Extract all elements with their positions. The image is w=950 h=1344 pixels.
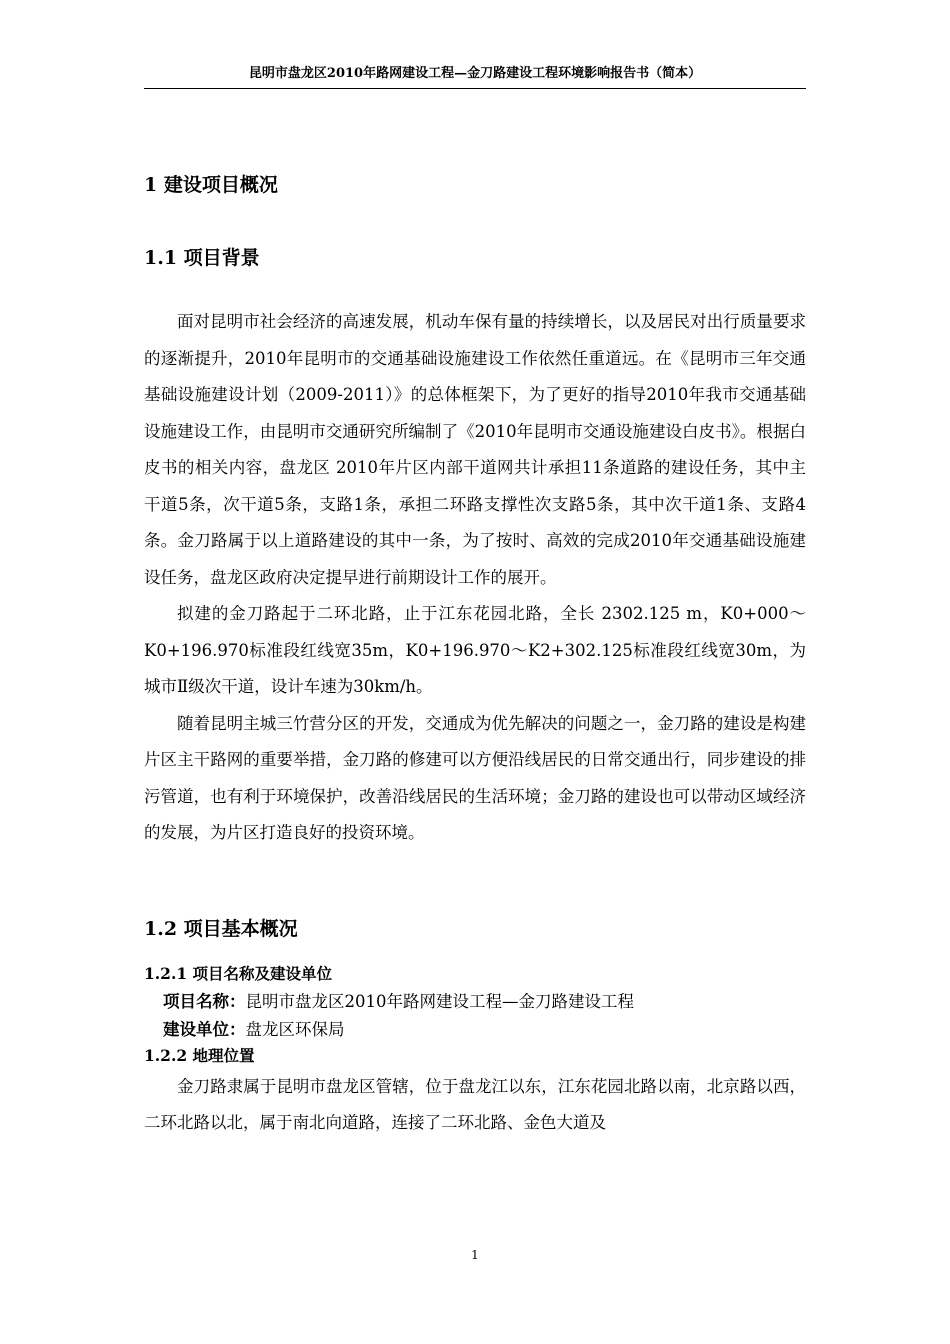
section-1-2-2-heading: 1.2.2 地理位置 <box>144 1045 255 1065</box>
page-number: 1 <box>471 1248 479 1262</box>
construction-unit-value: 盘龙区环保局 <box>245 1019 345 1039</box>
background-paragraph-1: 面对昆明市社会经济的高速发展，机动车保有量的持续增长，以及居民对出行质量要求的逐渐提升，2010年昆明市的交通基础设施建设工作依然任重道远。在《昆明市三年交通基础设施建设计划（2009-2011）》的总体框架下，为了更好的指导2010年我市交通基础设施建设工作，由昆明市交通研究所编制了《2010年昆明市交通设施建设白皮书》。根据白皮书的相关内容，盘龙区 2010年片区内部干道网共计承担11条道路的建设任务，其中主干道5条，次干道5条，支路1条，承担二环路支撑性次支路5条，其中次干道1条、支路4条。金刀路属于以上道路建设的其中一条，为了按时、高效的完成2010年交通基础设施建设任务，盘龙区政府决定提早进行前期设计工作的展开。 <box>144 312 806 587</box>
header-title: 昆明市盘龙区2010年路网建设工程—金刀路建设工程环境影响报告书（简本） <box>248 66 702 81</box>
page-header <box>144 64 806 89</box>
location-paragraph: 金刀路隶属于昆明市盘龙区管辖，位于盘龙江以东，江东花园北路以南，北京路以西，二环北路以北，属于南北向道路，连接了二环北路、金色大道及 <box>144 1076 806 1132</box>
background-paragraph-2: 拟建的金刀路起于二环北路，止于江东花园北路，全长 2302.125 m，K0+000～K0+196.970标准段红线宽35m，K0+196.970～K2+302.125标准段红线宽30m，为城市Ⅱ级次干道，设计车速为30km/h。 <box>144 604 806 696</box>
construction-unit-label: 建设单位： <box>163 1019 246 1039</box>
background-paragraph-3: 随着昆明主城三竹营分区的开发，交通成为优先解决的问题之一，金刀路的建设是构建片区主干路网的重要举措，金刀路的修建可以方便沿线居民的日常交通出行，同步建设的排污管道，也有利于环境保护，改善沿线居民的生活环境；金刀路的建设也可以带动区域经济的发展，为片区打造良好的投资环境。 <box>144 713 806 842</box>
section-1-heading: 1 建设项目概况 <box>144 174 278 196</box>
project-name-value: 昆明市盘龙区2010年路网建设工程—金刀路建设工程 <box>245 991 634 1011</box>
section-1-2-heading: 1.2 项目基本概况 <box>144 917 298 940</box>
construction-unit-row <box>144 1017 806 1043</box>
section-1-2-1-heading: 1.2.1 项目名称及建设单位 <box>144 963 333 983</box>
section-1-1-heading: 1.1 项目背景 <box>144 247 260 269</box>
project-name-label: 项目名称： <box>163 991 246 1011</box>
document-body <box>144 170 806 1141</box>
project-name-row <box>144 987 806 1017</box>
